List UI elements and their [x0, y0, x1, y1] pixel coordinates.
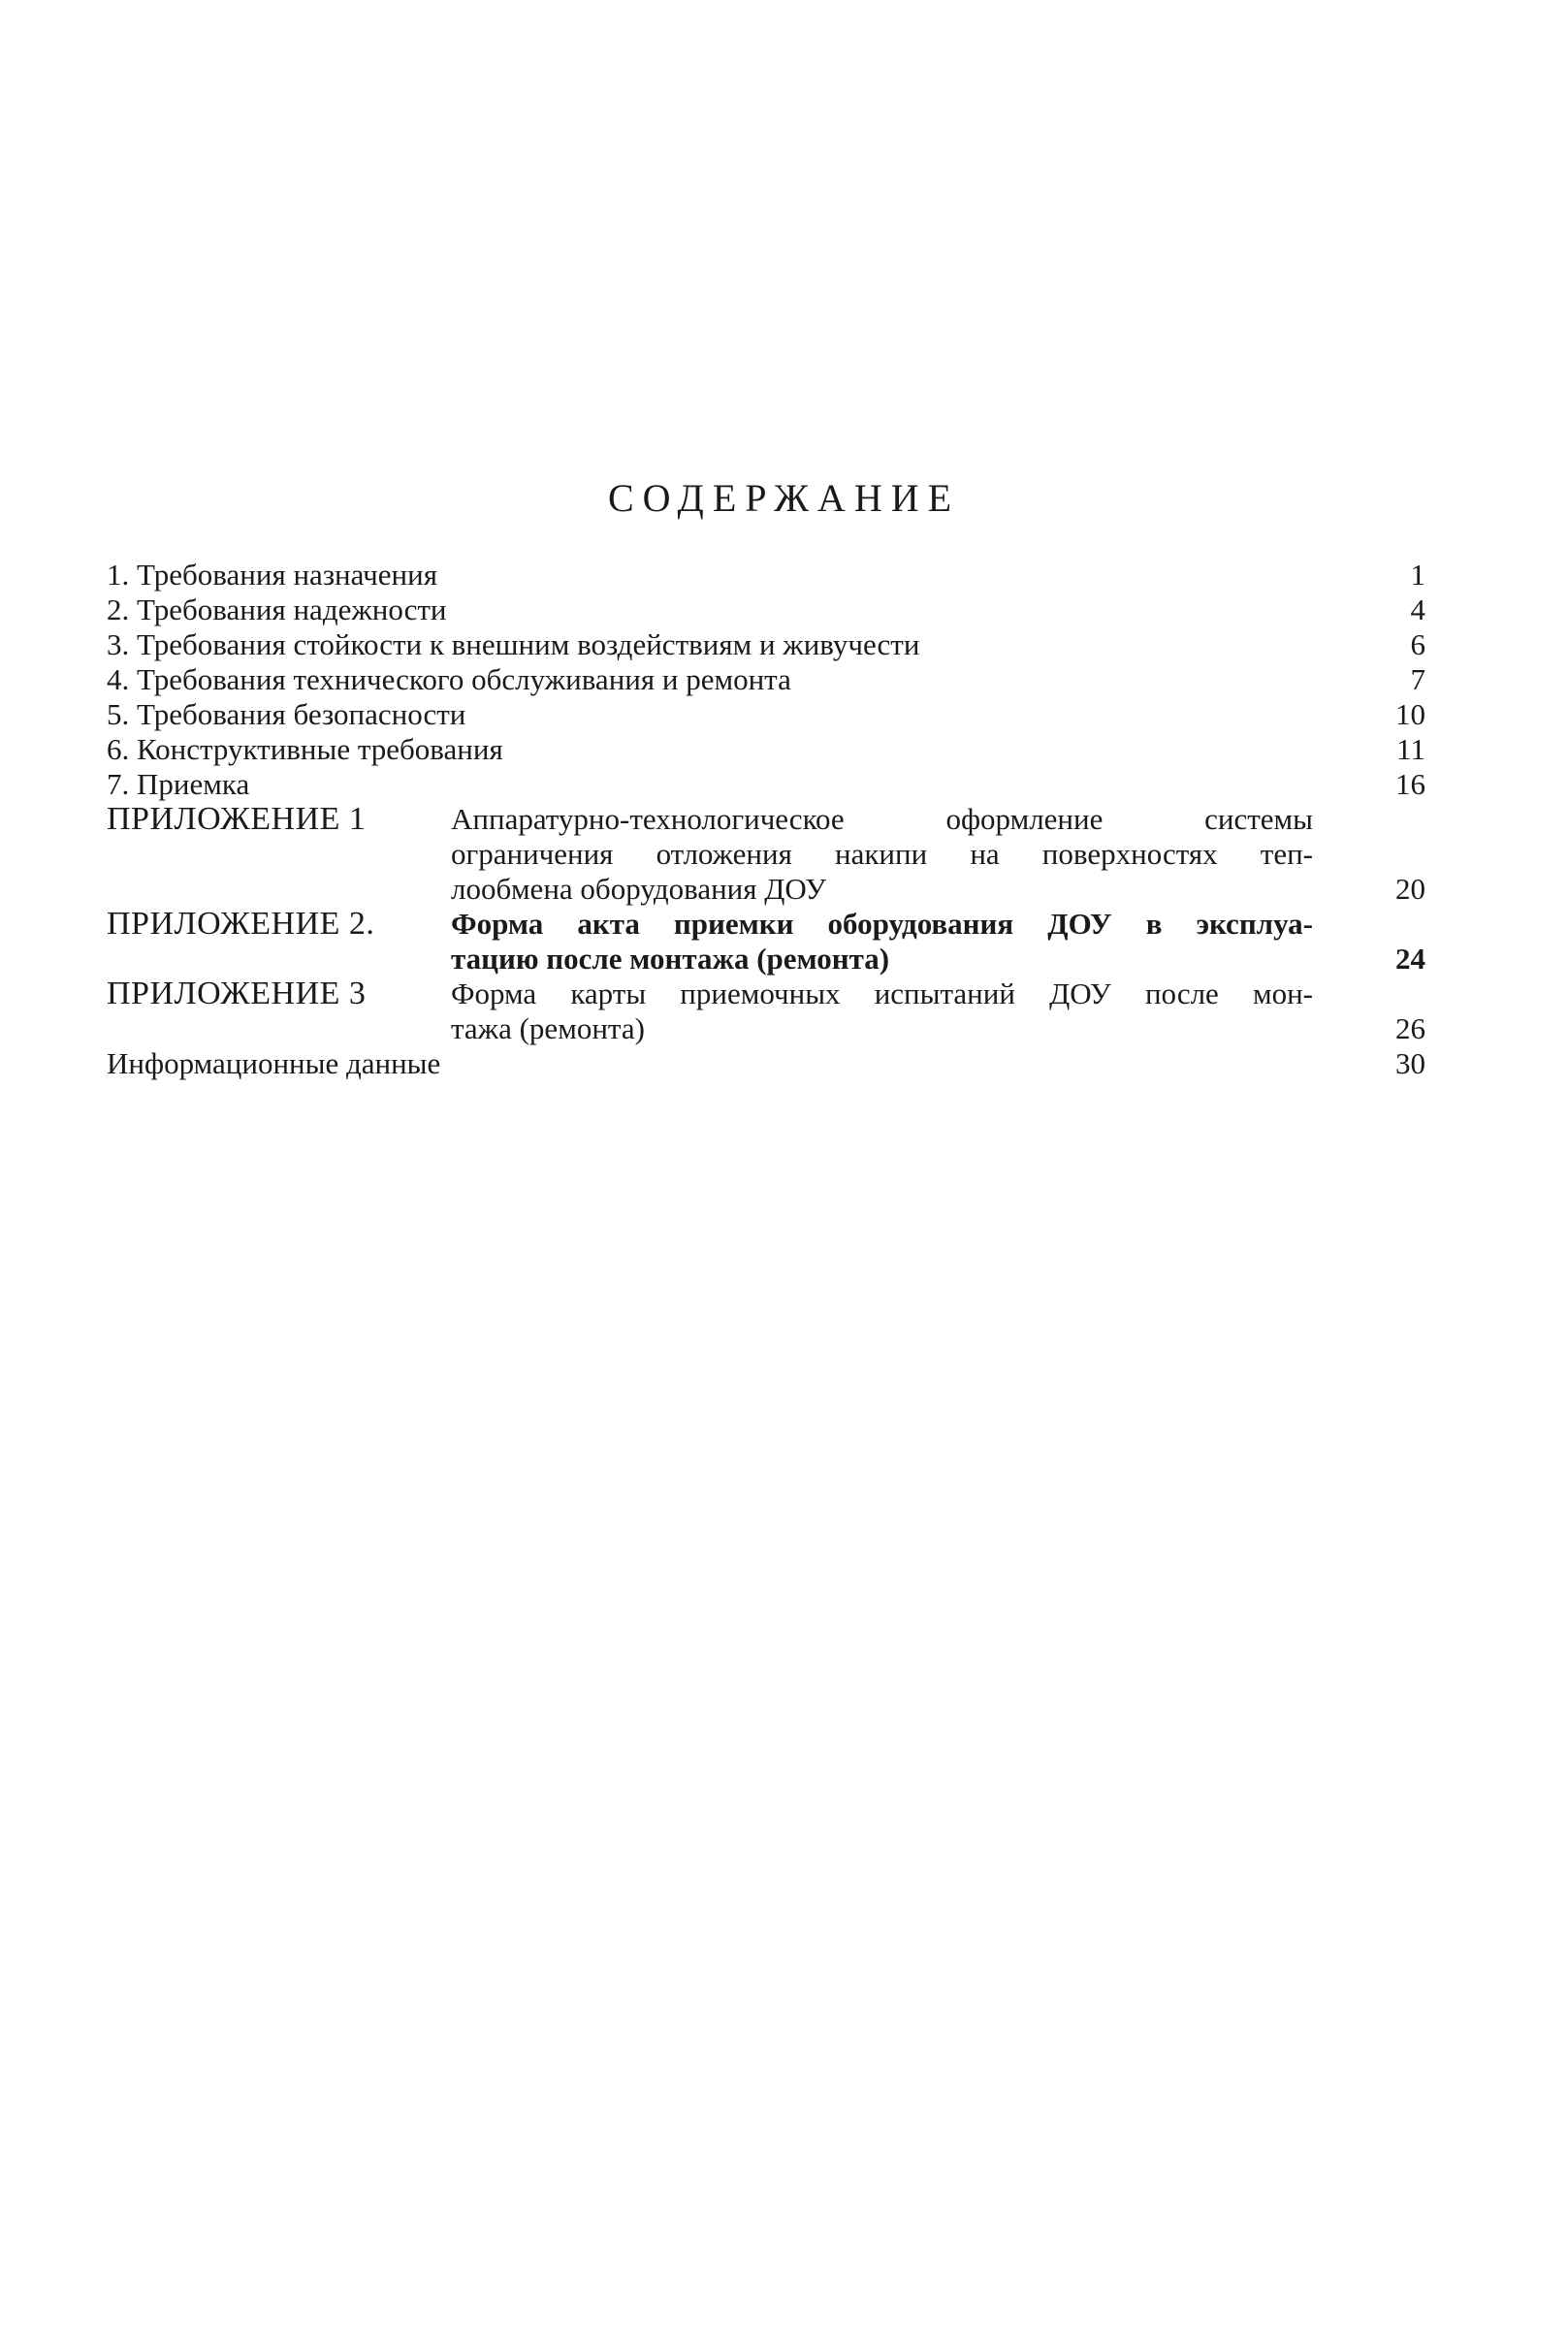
appendix-line	[451, 872, 1425, 907]
appendix-line-text: лообмена оборудования ДОУ	[451, 872, 827, 906]
appendix-line-text: ограничения отложения накипи на поверхностях теп-	[451, 837, 1313, 871]
appendix-line	[451, 837, 1425, 872]
appendix-line-text: тацию после монтажа (ремонта)	[451, 942, 890, 976]
appendix-line-text: Форма карты приемочных испытаний ДОУ после мон-	[451, 976, 1313, 1010]
toc-entry-page: 1	[1410, 558, 1425, 592]
toc-entry	[107, 767, 1425, 802]
appendix-page: 26	[1395, 1011, 1425, 1045]
appendix-line	[451, 802, 1425, 837]
appendix-line	[451, 976, 1425, 1011]
appendix-heading: ПРИЛОЖЕНИЕ 3	[107, 976, 367, 1011]
toc-entry-page: 10	[1395, 697, 1425, 731]
toc-entry	[107, 697, 1425, 732]
toc-entry-page: 6	[1410, 627, 1425, 661]
appendix-line-text: Аппаратурно-технологическое оформление системы	[451, 802, 1313, 836]
toc-entry-label: 2. Требования надежности	[107, 592, 447, 626]
appendix-line	[451, 1011, 1425, 1046]
appendix-page: 24	[1395, 942, 1425, 976]
appendix-body	[451, 907, 1425, 976]
table-of-contents	[107, 558, 1425, 1081]
toc-entry-label: 6. Конструктивные требования	[107, 732, 503, 766]
toc-entry-label: 5. Требования безопасности	[107, 697, 466, 731]
appendix-line-text: тажа (ремонта)	[451, 1011, 645, 1045]
toc-entry	[107, 627, 1425, 662]
appendix-page-spacer	[1348, 802, 1425, 837]
toc-entry-label: Информационные данные	[107, 1046, 441, 1080]
appendix-heading: ПРИЛОЖЕНИЕ 1	[107, 801, 367, 837]
toc-entry	[107, 732, 1425, 767]
toc-entry	[107, 592, 1425, 627]
toc-entry-page: 4	[1410, 592, 1425, 626]
toc-entry-label: 1. Требования назначения	[107, 558, 437, 592]
toc-entry-page: 7	[1410, 662, 1425, 696]
toc-entry-page: 16	[1395, 767, 1425, 801]
toc-entry-label: 7. Приемка	[107, 767, 250, 801]
appendix-page: 20	[1395, 872, 1425, 906]
toc-entry	[107, 662, 1425, 697]
appendix-body	[451, 976, 1425, 1046]
toc-entry-label: 4. Требования технического обслуживания и ремонта	[107, 662, 791, 696]
appendix-line-text: Форма акта приемки оборудования ДОУ в эксплуа-	[451, 907, 1313, 941]
appendix-line	[451, 942, 1425, 976]
toc-entry-label: 3. Требования стойкости к внешним воздействиям и живучести	[107, 627, 920, 661]
appendix-page-spacer	[1348, 837, 1425, 872]
appendix-line	[451, 907, 1425, 942]
appendix-heading: ПРИЛОЖЕНИЕ 2.	[107, 906, 375, 942]
toc-appendix	[107, 802, 1425, 907]
appendix-page-spacer	[1348, 907, 1425, 942]
toc-entry-page: 30	[1395, 1046, 1425, 1080]
toc-appendix	[107, 907, 1425, 976]
toc-appendix	[107, 976, 1425, 1046]
appendix-body	[451, 802, 1425, 907]
toc-entry	[107, 558, 1425, 592]
appendix-page-spacer	[1348, 976, 1425, 1011]
toc-entry-page: 11	[1396, 732, 1425, 766]
toc-entry	[107, 1046, 1425, 1081]
page-title: СОДЕРЖАНИЕ	[607, 476, 961, 520]
